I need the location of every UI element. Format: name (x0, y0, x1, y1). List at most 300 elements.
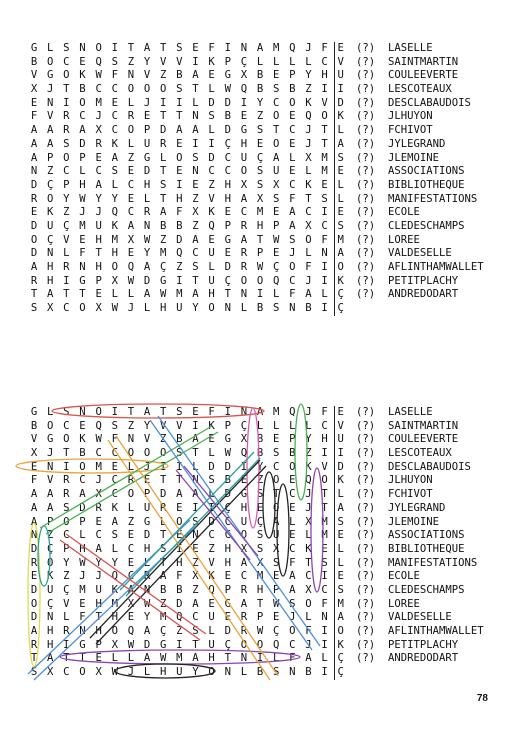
grid-letter: B (256, 666, 264, 679)
grid-letter: U (272, 165, 280, 178)
word-text: BIBLIOTHEQUE (388, 542, 465, 555)
grid-letter: I (176, 542, 183, 555)
word-list-item (356, 461, 484, 475)
grid-letter: N (127, 433, 135, 446)
grid-letter: X (95, 302, 102, 315)
grid-letter: A (47, 652, 54, 665)
grid-letter: R (240, 261, 248, 273)
grid-letter: U (208, 247, 215, 260)
grid-letter: Y (111, 556, 118, 569)
grid-letter: E (256, 501, 264, 514)
grid-letter: C (63, 55, 70, 68)
grid-letter: N (47, 611, 54, 624)
grid-letter: A (30, 501, 38, 514)
word-found-marker: (?) (356, 529, 376, 542)
grid-letter: E (321, 542, 328, 555)
grid-letter: S (111, 529, 118, 542)
grid-letter: E (143, 474, 151, 487)
grid-letter: T (321, 137, 328, 150)
grid-letter: E (240, 110, 248, 123)
grid-letter: M (272, 42, 280, 54)
grid-letter: T (63, 83, 70, 96)
grid-letter: D (224, 261, 231, 273)
grid-letter: M (95, 96, 102, 109)
word-list-item (356, 529, 484, 543)
grid-letter: X (30, 83, 38, 96)
grid-letter: X (240, 178, 248, 191)
grid-letter: I (111, 406, 118, 418)
word-found-marker: (?) (356, 55, 376, 68)
word-found-marker: (?) (356, 206, 376, 219)
grid-letter: N (240, 406, 248, 418)
grid-letter: I (176, 178, 183, 191)
grid-letter: B (256, 447, 264, 460)
grid-letter: Y (143, 55, 151, 68)
grid-letter: F (79, 611, 86, 624)
grid-letter: O (208, 302, 215, 315)
word-text: BIBLIOTHEQUE (388, 178, 465, 191)
grid-letter: D (224, 488, 231, 501)
grid-letter: U (208, 638, 215, 651)
grid-letter: V (47, 110, 54, 123)
grid-letter: C (111, 447, 118, 460)
grid-letter: E (289, 529, 296, 542)
grid-letter: U (176, 666, 183, 679)
grid-letter: W (224, 447, 231, 460)
grid-letter: D (337, 460, 344, 473)
grid-letter: D (79, 137, 86, 150)
grid-letter: Q (305, 474, 312, 487)
grid-letter: N (240, 652, 248, 665)
word-text: LASELLE (388, 406, 433, 418)
grid-letter: H (321, 69, 328, 82)
grid-letter: S (337, 151, 344, 164)
grid-letter: T (256, 233, 264, 246)
grid-letter: I (256, 652, 264, 665)
grid-letter: J (95, 474, 102, 487)
grid-letter: T (160, 556, 167, 569)
grid-letter: A (289, 570, 296, 583)
grid-letter: T (305, 556, 312, 569)
grid-letter: T (160, 192, 167, 205)
grid-letter: I (176, 96, 183, 109)
grid-letter: M (95, 460, 102, 473)
grid-letter: U (143, 501, 151, 514)
grid-letter: L (305, 55, 312, 68)
grid-letter: T (272, 488, 280, 501)
grid-letter: W (143, 233, 151, 246)
grid-letter: I (321, 666, 328, 679)
grid-letter: V (176, 419, 183, 432)
grid-letter: H (224, 192, 231, 205)
grid-letter: A (240, 556, 248, 569)
grid-letter: C (111, 124, 118, 137)
grid-letter: F (30, 474, 38, 487)
word-found-marker: (?) (356, 247, 376, 260)
grid-letter: L (143, 192, 151, 205)
grid-letter: P (272, 219, 280, 232)
grid-row (26, 97, 349, 111)
grid-letter: U (208, 611, 215, 624)
grid-letter: M (256, 570, 264, 583)
grid-letter: T (256, 597, 264, 610)
grid-letter: E (127, 611, 135, 624)
grid-letter: Z (63, 570, 70, 583)
grid-letter: L (337, 192, 344, 205)
grid-letter: F (176, 206, 183, 219)
grid-letter: S (192, 625, 199, 637)
grid-letter: B (305, 302, 312, 315)
grid-letter: N (321, 247, 328, 260)
grid-letter: I (176, 460, 183, 473)
grid-letter: L (256, 55, 264, 68)
grid-letter: D (143, 274, 151, 287)
grid-letter: C (111, 110, 118, 123)
grid-letter: D (224, 124, 231, 137)
word-text: ANDREDODART (388, 652, 459, 665)
grid-letter: V (30, 433, 38, 446)
grid-letter: E (224, 206, 231, 219)
grid-letter: R (160, 501, 167, 514)
grid-letter: Q (289, 406, 296, 418)
grid-letter: S (176, 83, 183, 96)
grid-letter: Q (240, 83, 248, 96)
grid-letter: Y (95, 192, 102, 205)
word-list-item (356, 206, 484, 220)
grid-letter: J (95, 206, 102, 219)
grid-letter: M (337, 597, 344, 610)
word-found-marker: (?) (356, 652, 376, 665)
grid-letter: C (240, 570, 248, 583)
grid-letter: X (305, 219, 312, 232)
grid-letter: Ç (224, 501, 231, 514)
grid-letter: X (192, 570, 199, 583)
grid-letter: L (305, 247, 312, 260)
grid-row (26, 247, 349, 261)
grid-letter: P (47, 151, 54, 164)
grid-letter: D (30, 247, 38, 260)
word-found-marker: (?) (356, 406, 376, 418)
grid-letter: G (224, 233, 231, 246)
word-found-marker: (?) (356, 515, 376, 528)
grid-letter: E (272, 247, 280, 260)
grid-letter: J (289, 611, 296, 624)
grid-letter: H (143, 178, 151, 191)
grid-letter: V (208, 192, 215, 205)
word-list-item (356, 97, 484, 111)
word-list-item (356, 83, 484, 97)
word-found-marker: (?) (356, 137, 376, 150)
grid-letter: L (208, 488, 215, 501)
grid-letter: F (321, 42, 328, 54)
grid-letter: C (95, 529, 102, 542)
grid-letter: L (192, 96, 199, 109)
grid-row (26, 474, 349, 488)
grid-letter: T (305, 192, 312, 205)
grid-letter: V (30, 69, 38, 82)
grid-row (26, 302, 349, 316)
grid-letter: I (192, 501, 199, 514)
grid-letter: A (160, 206, 167, 219)
grid-letter: F (79, 247, 86, 260)
grid-letter: Q (289, 42, 296, 54)
grid-letter: X (305, 583, 312, 596)
grid-letter: A (47, 501, 54, 514)
grid-letter: T (63, 447, 70, 460)
grid-letter: L (208, 124, 215, 137)
grid-row (26, 288, 349, 302)
grid-letter: E (95, 515, 102, 528)
grid-letter: W (111, 666, 118, 679)
grid-letter: E (289, 501, 296, 514)
grid-letter: Z (127, 151, 135, 164)
grid-letter: L (240, 302, 248, 315)
word-found-marker: (?) (356, 192, 376, 205)
grid-letter: Z (192, 192, 199, 205)
grid-letter: Y (95, 556, 102, 569)
grid-row (26, 193, 349, 207)
grid-letter: T (192, 274, 199, 287)
grid-letter: T (160, 165, 167, 178)
grid-letter: Z (305, 447, 312, 460)
grid-letter: D (79, 501, 86, 514)
grid-letter: C (63, 419, 70, 432)
grid-letter: E (224, 611, 231, 624)
grid-letter: O (127, 124, 135, 137)
grid-letter: A (272, 151, 280, 164)
grid-letter: C (111, 474, 118, 487)
grid-letter: J (305, 406, 312, 418)
grid-letter: C (111, 488, 118, 501)
grid-letter: R (63, 261, 70, 273)
grid-letter: L (272, 652, 280, 665)
grid-letter: Q (95, 419, 102, 432)
word-text: CLEDESCHAMPS (388, 219, 465, 232)
grid-letter: I (240, 460, 248, 473)
grid-letter: T (30, 652, 38, 665)
grid-letter: E (289, 474, 296, 487)
grid-letter: Z (63, 206, 70, 219)
grid-letter: L (111, 178, 118, 191)
grid-letter: R (63, 474, 70, 487)
grid-letter: R (95, 501, 102, 514)
word-list-item (356, 625, 484, 639)
grid-letter: S (272, 666, 280, 679)
grid-letter: V (337, 419, 344, 432)
grid-letter: O (272, 474, 280, 487)
grid-letter: S (111, 165, 118, 178)
grid-letter: L (208, 261, 215, 273)
grid-letter: I (63, 638, 70, 651)
grid-letter: C (224, 165, 231, 178)
grid-letter: Z (160, 233, 167, 246)
grid-letter: Y (143, 419, 151, 432)
grid-letter: C (224, 151, 231, 164)
grid-letter: M (111, 597, 118, 610)
grid-row (26, 570, 349, 584)
grid-letter: T (192, 83, 199, 96)
grid-letter: L (192, 460, 199, 473)
grid-letter: H (143, 542, 151, 555)
grid-letter: J (143, 460, 151, 473)
word-list-item (356, 516, 484, 530)
grid-letter: E (272, 433, 280, 446)
word-text: MANIFESTATIONS (388, 192, 478, 205)
grid-letter: L (160, 515, 167, 528)
word-text: ECOLE (388, 206, 420, 219)
grid-letter: M (256, 206, 264, 219)
grid-letter: O (240, 529, 248, 542)
grid-letter: Z (305, 83, 312, 96)
word-found-marker: (?) (356, 542, 376, 555)
grid-letter: E (79, 55, 86, 68)
grid-letter: A (95, 178, 102, 191)
word-list-item (356, 447, 484, 461)
grid-letter: J (143, 96, 151, 109)
word-text: JYLEGRAND (388, 501, 446, 514)
grid-letter: Z (160, 69, 167, 82)
word-list-item (356, 56, 484, 70)
grid-letter: Z (127, 419, 135, 432)
grid-letter: Y (111, 192, 118, 205)
grid-letter: R (143, 570, 151, 583)
grid-letter: P (272, 583, 280, 596)
grid-letter: E (192, 42, 199, 54)
grid-letter: W (79, 556, 86, 569)
grid-letter: A (47, 137, 54, 150)
grid-letter: G (224, 69, 231, 82)
grid-letter: V (63, 233, 70, 246)
word-text: SAINTMARTIN (388, 419, 459, 432)
grid-letter: J (127, 666, 135, 679)
grid-letter: K (337, 474, 344, 487)
grid-letter: R (240, 219, 248, 232)
grid-letter: A (256, 406, 264, 418)
grid-letter: A (192, 69, 199, 82)
word-text: VALDESELLE (388, 611, 452, 624)
grid-letter: B (30, 419, 38, 432)
grid-letter: P (143, 124, 151, 137)
grid-letter: V (143, 433, 151, 446)
grid-letter: P (256, 611, 264, 624)
grid-letter: N (192, 529, 199, 542)
word-text: DESCLABAUDOIS (388, 96, 471, 109)
grid-letter: S (272, 302, 280, 315)
grid-letter: C (208, 165, 215, 178)
word-found-marker: (?) (356, 419, 376, 432)
grid-letter: R (30, 556, 38, 569)
grid-letter: D (208, 151, 215, 164)
grid-letter: E (95, 288, 102, 301)
grid-letter: O (272, 137, 280, 150)
grid-letter: E (176, 165, 183, 178)
grid-letter: A (192, 597, 199, 610)
word-found-marker: (?) (356, 288, 376, 301)
grid-letter: W (95, 69, 102, 82)
grid-letter: O (289, 460, 296, 473)
grid-letter: E (224, 247, 231, 260)
grid-letter: E (176, 529, 183, 542)
grid-letter: M (321, 515, 328, 528)
grid-letter: H (79, 542, 86, 555)
grid-letter: T (160, 42, 167, 54)
grid-letter: L (208, 625, 215, 637)
grid-row (26, 611, 349, 625)
grid-letter: T (272, 124, 280, 137)
grid-letter: O (321, 110, 328, 123)
grid-letter: I (224, 42, 231, 54)
grid-letter: Y (305, 433, 312, 446)
grid-letter: I (111, 42, 118, 54)
grid-letter: E (111, 460, 118, 473)
grid-letter: X (111, 274, 118, 287)
grid-row (26, 138, 349, 152)
grid-letter: O (289, 625, 296, 637)
grid-letter: V (208, 556, 215, 569)
grid-letter: K (305, 460, 312, 473)
grid-letter: U (95, 583, 102, 596)
grid-letter: H (95, 261, 102, 273)
grid-letter: C (289, 178, 296, 191)
grid-letter: S (272, 192, 280, 205)
grid-letter: C (127, 178, 135, 191)
grid-letter: P (79, 515, 86, 528)
grid-letter: A (289, 219, 296, 232)
divider-line (334, 42, 335, 316)
grid-letter: S (337, 583, 344, 596)
grid-letter: L (337, 488, 344, 501)
word-list-item (356, 598, 484, 612)
grid-letter: L (256, 419, 264, 432)
grid-letter: O (111, 625, 118, 637)
grid-letter: U (240, 151, 248, 164)
grid-letter: K (111, 501, 118, 514)
grid-letter: I (337, 83, 344, 96)
grid-letter: X (30, 447, 38, 460)
word-found-marker: (?) (356, 178, 376, 191)
word-text: AFLINTHAMWALLET (388, 625, 484, 637)
word-text: ANDREDODART (388, 288, 459, 301)
grid-letter: F (176, 570, 183, 583)
grid-letter: Z (47, 165, 54, 178)
grid-letter: C (289, 488, 296, 501)
grid-letter: I (256, 288, 264, 301)
grid-letter: G (240, 488, 248, 501)
grid-letter: L (337, 542, 344, 555)
grid-letter: A (30, 515, 38, 528)
grid-letter: O (256, 638, 264, 651)
grid-letter: M (272, 406, 280, 418)
word-list-item (356, 488, 484, 502)
grid-letter: C (289, 274, 296, 287)
grid-letter: L (321, 652, 328, 665)
grid-letter: Z (256, 110, 264, 123)
grid-letter: D (337, 96, 344, 109)
grid-letter: D (208, 515, 215, 528)
grid-row (26, 529, 349, 543)
grid-letter: A (143, 625, 151, 637)
grid-letter: E (337, 42, 344, 54)
grid-letter: L (160, 151, 167, 164)
grid-letter: L (127, 96, 135, 109)
word-text: FCHIVOT (388, 124, 433, 137)
grid-letter: N (30, 165, 38, 178)
grid-letter: T (79, 288, 86, 301)
grid-letter: A (30, 261, 38, 273)
grid-letter: U (143, 137, 151, 150)
grid-letter: H (47, 261, 54, 273)
grid-letter: E (337, 570, 344, 583)
